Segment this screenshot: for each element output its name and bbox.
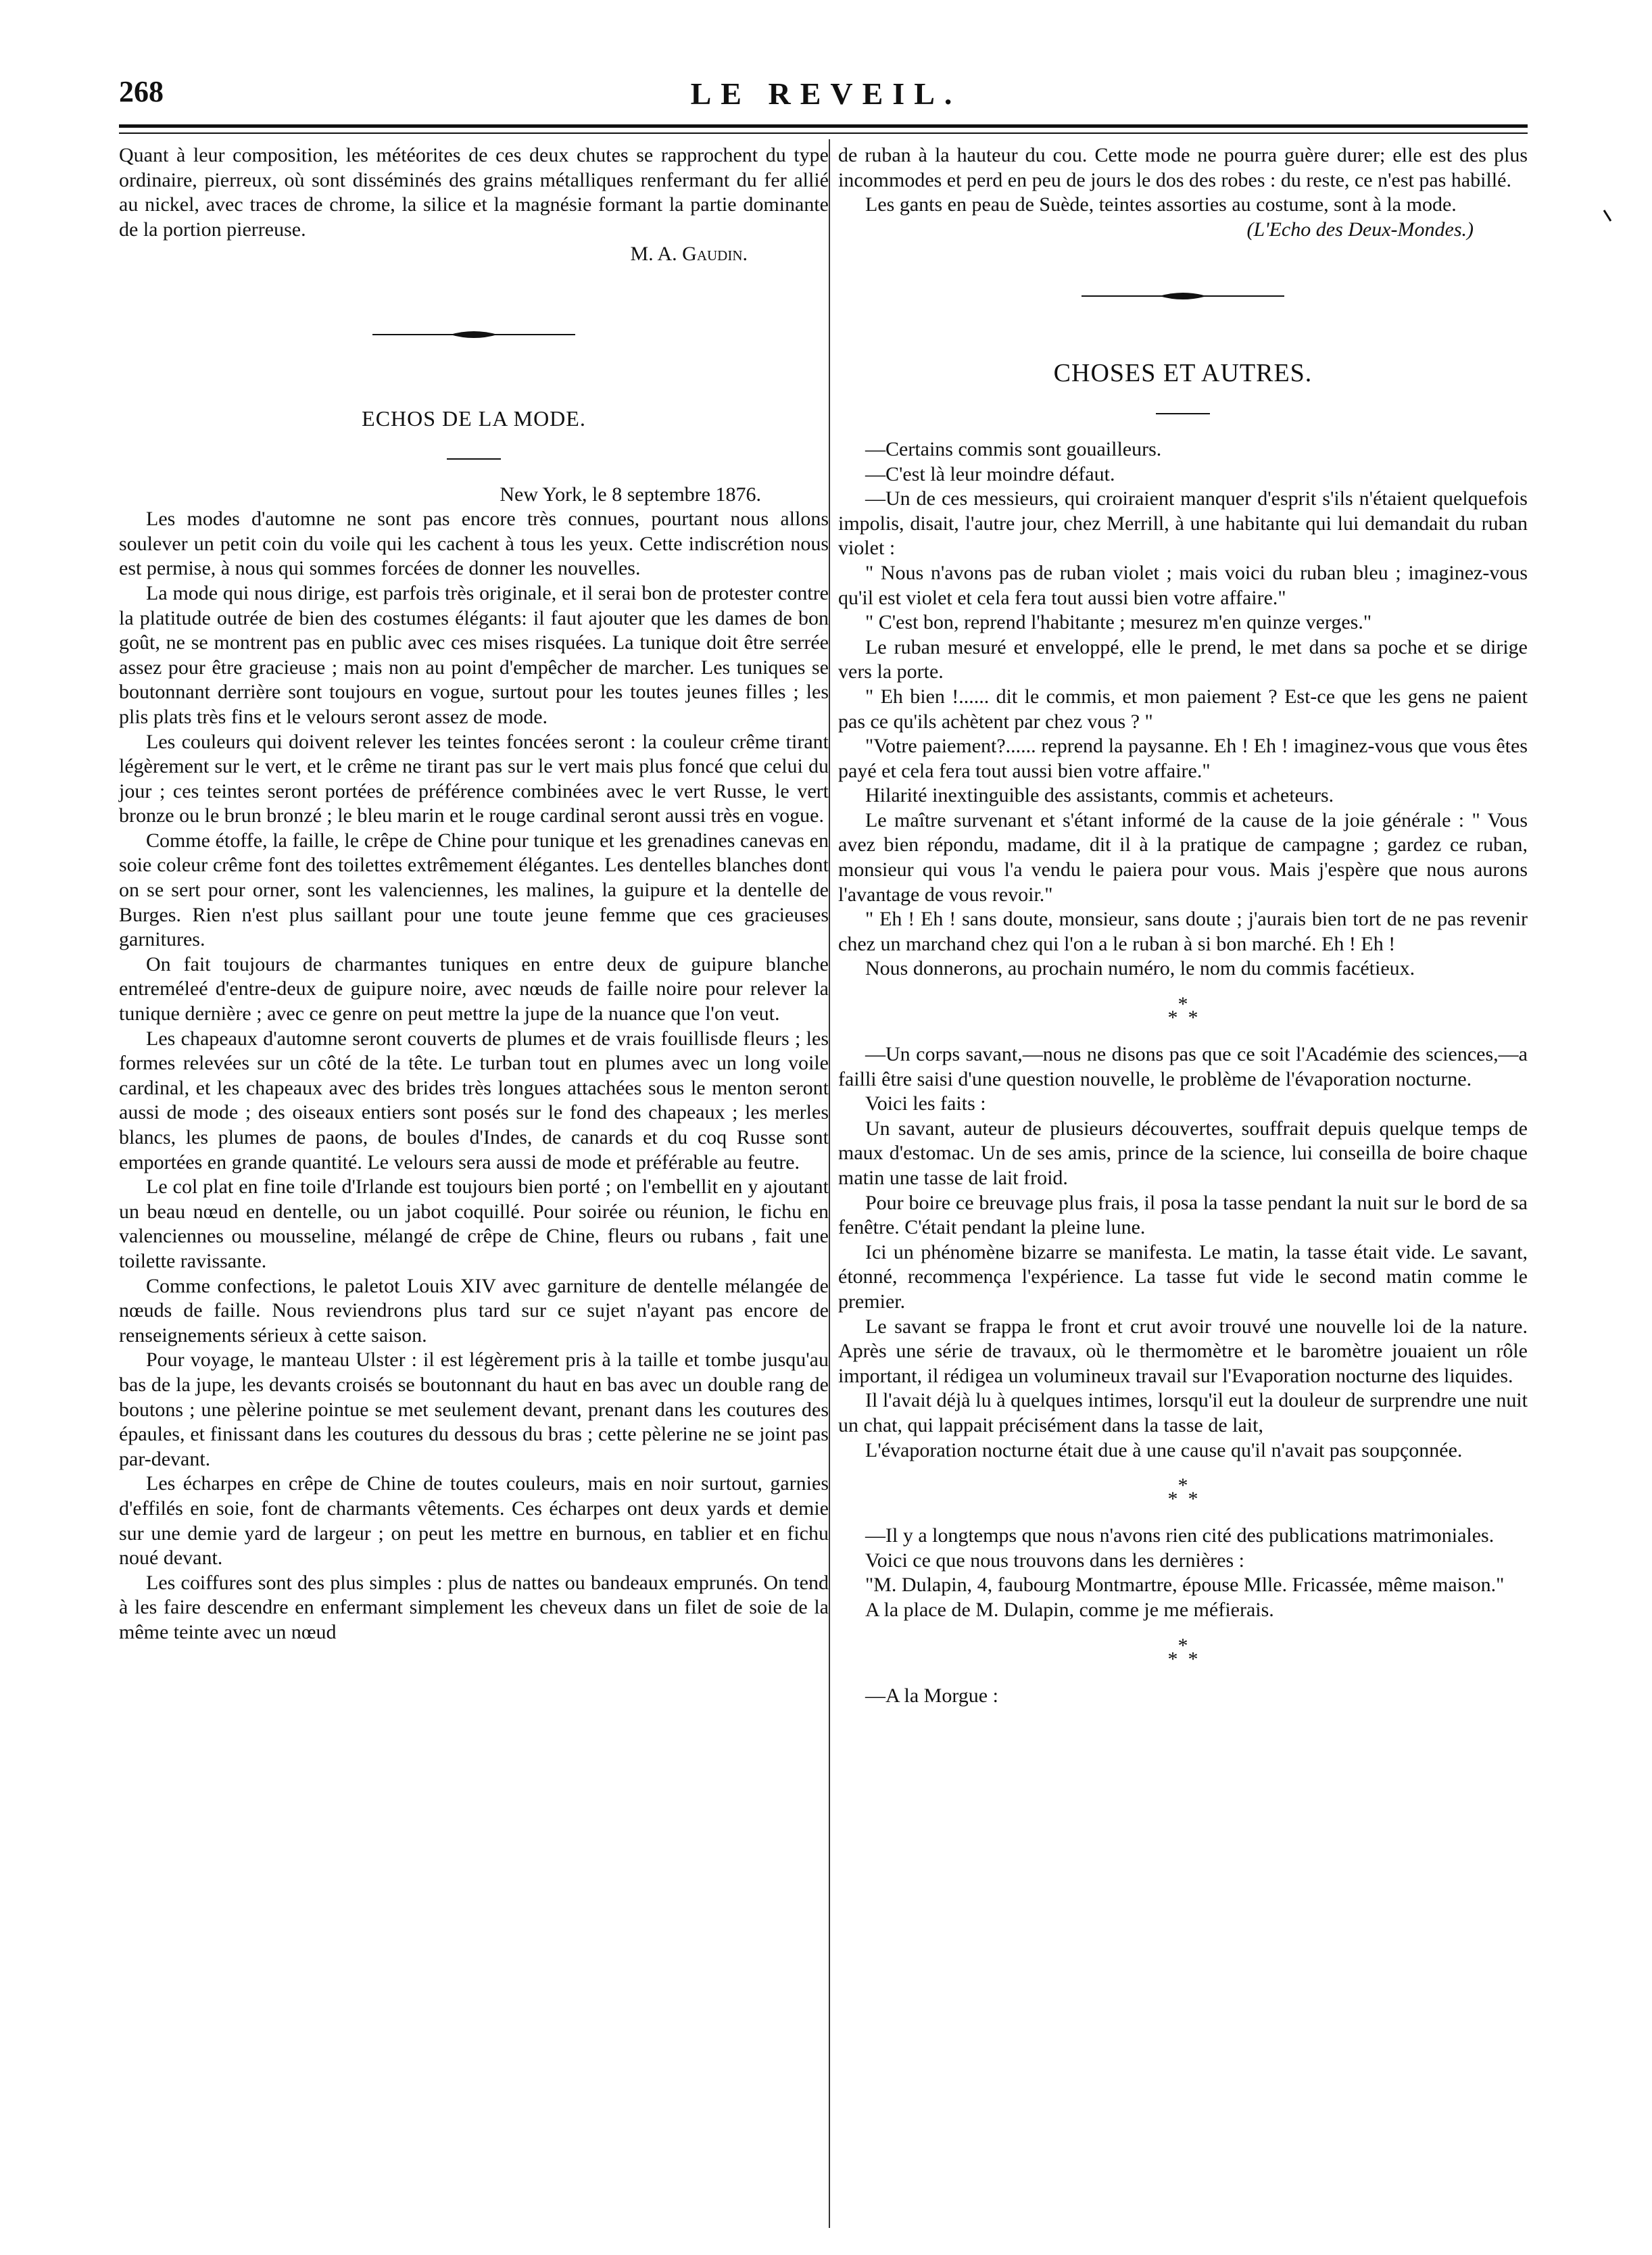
asterism-star: *: [1167, 1007, 1178, 1029]
anecdote-paragraph: A la place de M. Dulapin, comme je me méfierais.: [865, 1598, 1274, 1621]
asterism-separator: [838, 993, 1528, 1029]
anecdote-paragraph: Pour boire ce breuvage plus frais, il posa la tasse pendant la nuit sur le bord de sa fenêtre. C'était pendant la pleine lune.: [838, 1191, 1528, 1239]
asterism-star: *: [1177, 993, 1188, 1016]
asterism-star: *: [1188, 1647, 1198, 1670]
continued-paragraph: de ruban à la hauteur du cou. Cette mode ne pourra guère durer; elle est des plus incommodes et perd en peu de jours le dos des robes : du reste, ce n'est pas habillé.: [838, 144, 1528, 191]
anecdote-paragraph: " Eh bien !...... dit le commis, et mon paiement ? Est-ce que les gens ne paient pas ce qu'ils achètent par chez vous ? ": [838, 685, 1528, 733]
anecdote-paragraph: —Il y a longtemps que nous n'avons rien cité des publications matrimoniales.: [865, 1524, 1495, 1547]
anecdote-paragraph: "Votre paiement?...... reprend la paysanne. Eh ! Eh ! imaginez-vous que vous êtes payé et cela fera tout aussi bien votre affaire.": [838, 735, 1528, 782]
asterism-star: *: [1177, 1634, 1188, 1657]
anecdote-paragraph: Nous donnerons, au prochain numéro, le nom du commis facétieux.: [865, 957, 1415, 980]
fashion-paragraph: La mode qui nous dirige, est parfois très originale, et il serai bon de protester contre la platitude outrée de bien des costumes élégants: il faut ajouter que les dames de bon goût, ne se montrent pas en public avec ces mises risquées. La tunique doit être serrée assez pour être gracieuse ; mais non au point d'empêcher de marcher. Les tuniques se boutonnant derrière sont toujours en vogue, surtout pour les toutes jeunes filles ; les plis plats très fins et le velours seront assez de mode.: [119, 581, 829, 728]
anecdote-paragraph: Ici un phénomène bizarre se manifesta. Le matin, la tasse était vide. Le savant, étonné, recommença l'expérience. La tasse fut vide le second matin comme le premier.: [838, 1240, 1528, 1313]
anecdote-evaporation: [838, 1042, 1528, 1463]
anecdote-morgue: [838, 1684, 1528, 1709]
right-column: [838, 143, 1528, 1708]
anecdote-paragraph: —Un de ces messieurs, qui croiraient manquer d'esprit s'ils n'étaient quelquefois impolis, disait, l'autre jour, chez Merrill, à une habitante qui lui demandait du ruban violet :: [838, 487, 1528, 560]
section-title-choses: CHOSES ET AUTRES.: [1053, 359, 1313, 388]
fashion-paragraph: Comme confections, le paletot Louis XIV avec garniture de dentelle mélangée de nœuds de faille. Nous reviendrons plus tard sur ce sujet n'ayant pas encore de renseignements sérieux à cette saison.: [119, 1274, 829, 1347]
fashion-paragraph: Les couleurs qui doivent relever les teintes foncées seront : la couleur crême tirant légèrement sur le vert, et le crême ne tirant pas sur le vert mais plus foncé que celui du jour ; ces teintes seront portées de préférence combinées avec le vert Russe, le vert bronze ou le brun bronzé ; le bleu marin et le rouge cardinal seront aussi très en vogue.: [119, 730, 829, 827]
header-rule-thin: [119, 132, 1528, 134]
anecdote-paragraph: Hilarité inextinguible des assistants, commis et acheteurs.: [865, 784, 1334, 807]
left-column: [119, 143, 829, 1645]
fashion-paragraph: Les écharpes en crêpe de Chine de toutes couleurs, mais en noir surtout, garnies d'effilés en soie, font de charmants vêtements. Ces écharpes ont deux yards et demie sur une demie yard de largeur ; on peut les mettre en burnous, en tablier et en fichu noué devant.: [119, 1472, 829, 1570]
anecdote-paragraph: Voici ce que nous trouvons dans les dernières :: [865, 1549, 1244, 1572]
fashion-paragraph: Les modes d'automne ne sont pas encore très connues, pourtant nous allons soulever un petit coin du voile qui les cachent à tous les yeux. Cette indiscrétion nous est permise, à nous qui sommes forcées de donner les nouvelles.: [119, 508, 829, 580]
title-rule: [447, 458, 501, 460]
anecdote-paragraph: " Nous n'avons pas de ruban violet ; mais voici du ruban bleu ; imaginez-vous qu'il est violet et cela fera tout aussi bien votre affaire.": [838, 561, 1528, 609]
masthead: LE REVEIL.: [690, 76, 962, 111]
asterism-separator: [838, 1634, 1528, 1670]
ornamental-rule-left: [372, 328, 575, 341]
anecdote-paragraph: Il l'avait déjà lu à quelques intimes, lorsqu'il eut la douleur de surprendre une nuit un chat, qui lappait précisément dans la tasse de lait,: [838, 1389, 1528, 1436]
fashion-paragraph: Comme étoffe, la faille, le crêpe de Chine pour tunique et les grenadines canevas en soie coleur crême font des toilettes extrêmement élégantes. Les dentelles blanches dont on se sert pour orner, sont les valenciennes, les malines, la guipure et la dentelle de Burges. Rien n'est plus saillant pour une toute jeune femme que ces gracieuses garnitures.: [119, 829, 829, 951]
page-number: 268: [119, 75, 164, 108]
asterism-star: *: [1177, 1474, 1188, 1497]
ornamental-rule-right: [1082, 289, 1284, 303]
asterism-star: *: [1188, 1488, 1198, 1511]
anecdote-paragraph: Un savant, auteur de plusieurs découvertes, souffrait depuis quelque temps de maux d'estomac. Un de ses amis, prince de la science, lui conseilla de boire chaque matin une tasse de lait froid.: [838, 1117, 1528, 1189]
header-rule: [119, 124, 1528, 128]
anecdote-matrimonial: [838, 1524, 1528, 1622]
anecdote-paragraph: L'évaporation nocturne était due à une cause qu'il n'avait pas soupçonnée.: [865, 1438, 1463, 1461]
fashion-paragraph: Les coiffures sont des plus simples : plus de nattes ou bandeaux emprunés. On tend à les faire descendre en enfermant simplement les cheveux dans un filet de soie de la même teinte avec un nœud: [119, 1571, 829, 1643]
meteorites-paragraph: Quant à leur composition, les météorites de ces deux chutes se rapprochent du type ordinaire, pierreux, où sont disséminés des grains métalliques renfermant du fer allié au nickel, avec traces de chrome, la silice et la magnésie formant la partie dominante de la portion pierreuse.: [119, 144, 829, 241]
fashion-paragraph: Les chapeaux d'automne seront couverts de plumes et de vrais fouillisde fleurs ; les formes relevées sur un côté de la tête. Le turban tout en plumes avec un long voile cardinal, et les chapeaux avec des brides très longues attachées sous le menton seront aussi de mode ; des oiseaux entiers sont posés sur le fond des chapeaux ; les merles blancs, les plumes de paons, de boules d'Indes, de canards et du coq Russe sont emportées en grande quantité. Le velours sera aussi de mode et préférable au feutre.: [119, 1027, 829, 1173]
anecdote-paragraph: —Un corps savant,—nous ne disons pas que ce soit l'Académie des sciences,—a failli être saisi d'une question nouvelle, le problème de l'évaporation nocturne.: [838, 1043, 1528, 1090]
anecdote-paragraph: —Certains commis sont gouailleurs.: [865, 437, 1162, 460]
asterism-row: [838, 1007, 1528, 1029]
fashion-paragraph: On fait toujours de charmantes tuniques en entre deux de guipure blanche entreméleé d'entre-deux de guipure noire, avec nœuds de faille noire pour relever la tunique dernière ; avec ce genre on peut mettre la jupe de la nuance que l'on veut.: [119, 952, 829, 1025]
author-signature: [119, 242, 829, 267]
source-credit: (L'Echo des Deux-Mondes.): [1246, 218, 1474, 241]
gloves-paragraph: Les gants en peau de Suède, teintes assorties au costume, sont à la mode.: [865, 193, 1457, 216]
asterism-star: *: [1167, 1647, 1178, 1670]
column-divider: [829, 139, 830, 2228]
dateline: New York, le 8 septembre 1876.: [500, 483, 761, 506]
anecdote-paragraph: Le maître survenant et s'étant informé de la cause de la joie générale : " Vous avez bien répondu, madame, dit il à la pratique de campagne ; gardez ce ruban, monsieur qui vous l'a vendu le paiera pour vous. Mais j'espère que nous aurons l'avantage de vous revoir.": [838, 808, 1528, 906]
section-title-echos: ECHOS DE LA MODE.: [362, 406, 586, 431]
anecdote-paragraph: Le savant se frappa le front et crut avoir trouvé une nouvelle loi de la nature. Après une série de travaux, où le thermomètre et le baromètre jouaient un rôle important, il rédigea un volumineux travail sur l'Evaporation nocturne des liquides.: [838, 1315, 1528, 1387]
signature-text: M. A. Gaudin.: [630, 243, 748, 266]
anecdote-paragraph: " C'est bon, reprend l'habitante ; mesurez m'en quinze verges.": [865, 611, 1372, 634]
margin-mark: [1603, 210, 1611, 222]
asterism-row: [838, 1647, 1528, 1670]
title-rule: [1156, 413, 1210, 414]
anecdote-paragraph: "M. Dulapin, 4, faubourg Montmartre, épouse Mlle. Fricassée, même maison.": [865, 1574, 1505, 1597]
anecdote-paragraph: Voici les faits :: [865, 1092, 986, 1115]
anecdote-paragraph: " Eh ! Eh ! sans doute, monsieur, sans doute ; j'aurais bien tort de ne pas revenir chez un marchand chez qui l'on a le ruban à si bon marché. Eh ! Eh !: [838, 908, 1528, 955]
anecdote-paragraph: —A la Morgue :: [865, 1684, 998, 1707]
anecdote-paragraph: —C'est là leur moindre défaut.: [865, 462, 1115, 485]
anecdote-ribbon: [838, 437, 1528, 981]
asterism-separator: [838, 1474, 1528, 1511]
fashion-article: [119, 507, 829, 1645]
asterism-star: *: [1188, 1007, 1198, 1029]
anecdote-paragraph: Le ruban mesuré et enveloppé, elle le prend, le met dans sa poche et se dirige vers la porte.: [838, 635, 1528, 683]
asterism-row: [838, 1488, 1528, 1511]
fashion-paragraph: Pour voyage, le manteau Ulster : il est légèrement pris à la taille et tombe jusqu'au bas de la jupe, les devants croisés se boutonnant du haut en bas avec un double rang de boutons ; une pèlerine pointue se met seulement devant, prenant dans les coutures des épaules, et finissant dans les coutures du dessous du bras ; cette pèlerine ne se joint pas par-devant.: [119, 1349, 829, 1470]
asterism-star: *: [1167, 1488, 1178, 1511]
fashion-paragraph: Le col plat en fine toile d'Irlande est toujours bien porté ; on l'embellit en y ajoutant un beau nœud en dentelle, ou un jabot coquillé. Pour soirée ou réunion, le fichu en valenciennes ou mousseline, mélangé de crêpe de Chine, fleurs ou rubans , fait une toilette ravissante.: [119, 1175, 829, 1272]
